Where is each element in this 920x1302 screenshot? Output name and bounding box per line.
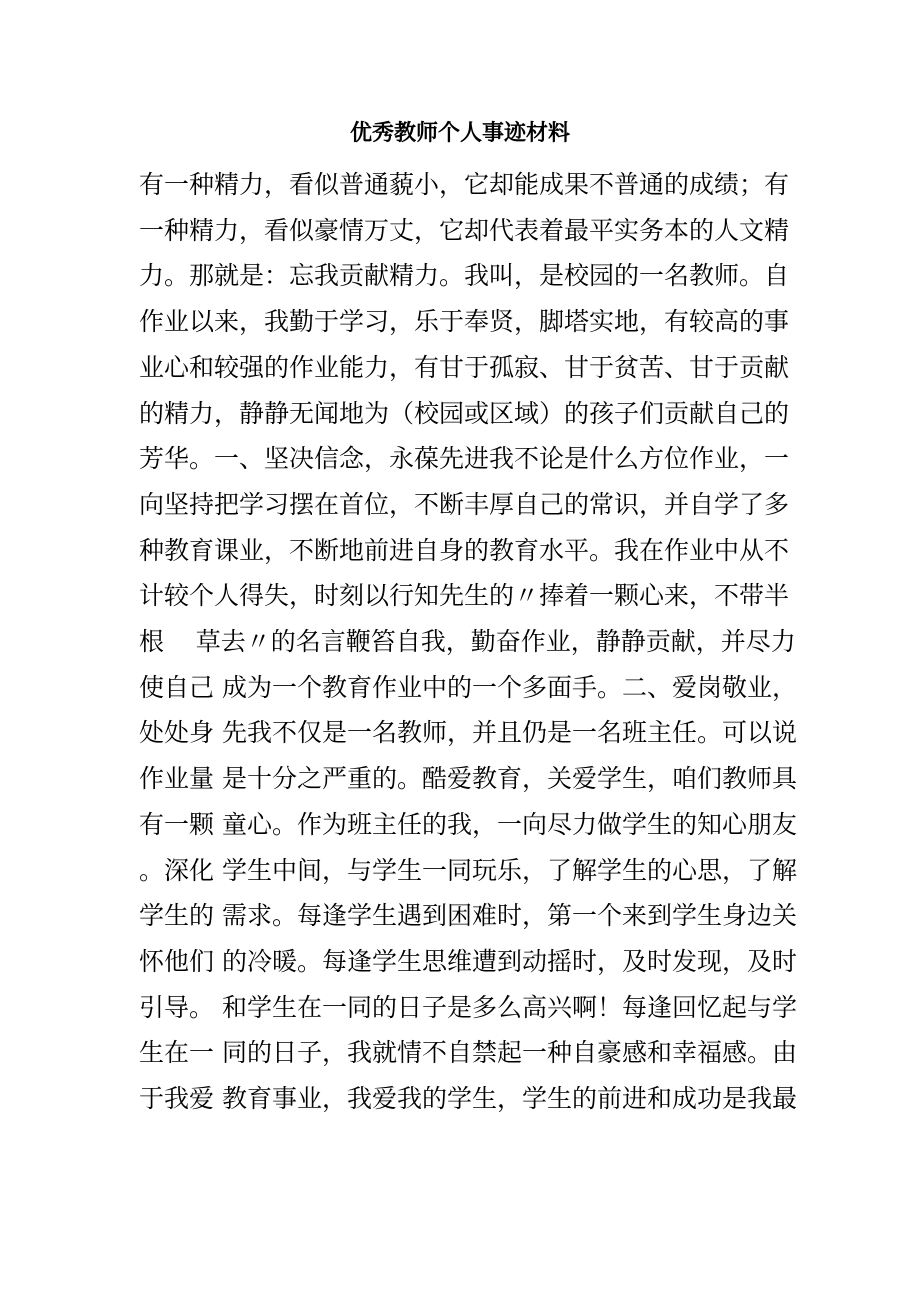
body-line: 根 草去〃的名言鞭笞自我，勤奋作业，静静贡献，并尽力 [139, 627, 796, 657]
body-line: 生在一 同的日子，我就情不自禁起一种自豪感和幸福感。由 [139, 1038, 797, 1068]
body-line: 引导。 和学生在一同的日子是多么高兴啊！每逢回忆起与学 [139, 992, 797, 1022]
document-title: 优秀教师个人事迹材料 [349, 120, 570, 146]
body-line: 种教育课业，不断地前进自身的教育水平。我在作业中从不 [139, 535, 790, 565]
body-line: 于我爱 教育事业，我爱我的学生，学生的前进和成功是我最 [139, 1084, 797, 1114]
body-line: 。深化 学生中间，与学生一同玩乐，了解学生的心思，了解 [139, 855, 797, 885]
body-line: 有一颗 童心。作为班主任的我，一向尽力做学生的知心朋友 [139, 809, 797, 839]
body-line: 的精力，静静无闻地为（校园或区域）的孩子们贡献自己的 [139, 398, 790, 428]
body-line: 处处身 先我不仅是一名教师，并且仍是一名班主任。可以说 [139, 718, 797, 748]
body-line: 学生的 需求。每逢学生遇到困难时，第一个来到学生身边关 [139, 901, 797, 931]
document-body [139, 162, 799, 1122]
body-line: 怀他们 的冷暖。每逢学生思维遭到动摇时，及时发现，及时 [139, 946, 797, 976]
body-line: 芳华。一、坚决信念，永葆先进我不论是什么方位作业，一 [139, 444, 790, 474]
body-line: 有一种精力，看似普通藐小，它却能成果不普通的成绩；有 [139, 170, 790, 199]
body-line: 力。那就是：忘我贡献精力。我叫，是校园的一名教师。自 [139, 261, 790, 291]
body-line: 使自己 成为一个教育作业中的一个多面手。二、爱岗敬业， [139, 672, 797, 702]
body-line: 向坚持把学习摆在首位，不断丰厚自己的常识，并自学了多 [139, 489, 790, 519]
body-line: 作业以来，我勤于学习，乐于奉贤，脚塔实地，有较高的事 [139, 307, 790, 337]
body-line: 业心和较强的作业能力，有甘于孤寂、甘于贫苦、甘于贡献 [139, 352, 790, 382]
body-line: 一种精力，看似豪情万丈，它却代表着最平实务本的人文精 [139, 215, 790, 245]
body-line: 作业量 是十分之严重的。酷爱教育，关爱学生，咱们教师具 [139, 764, 797, 794]
body-line: 计较个人得失，时刻以行知先生的〃捧着一颗心来，不带半 [139, 581, 790, 611]
